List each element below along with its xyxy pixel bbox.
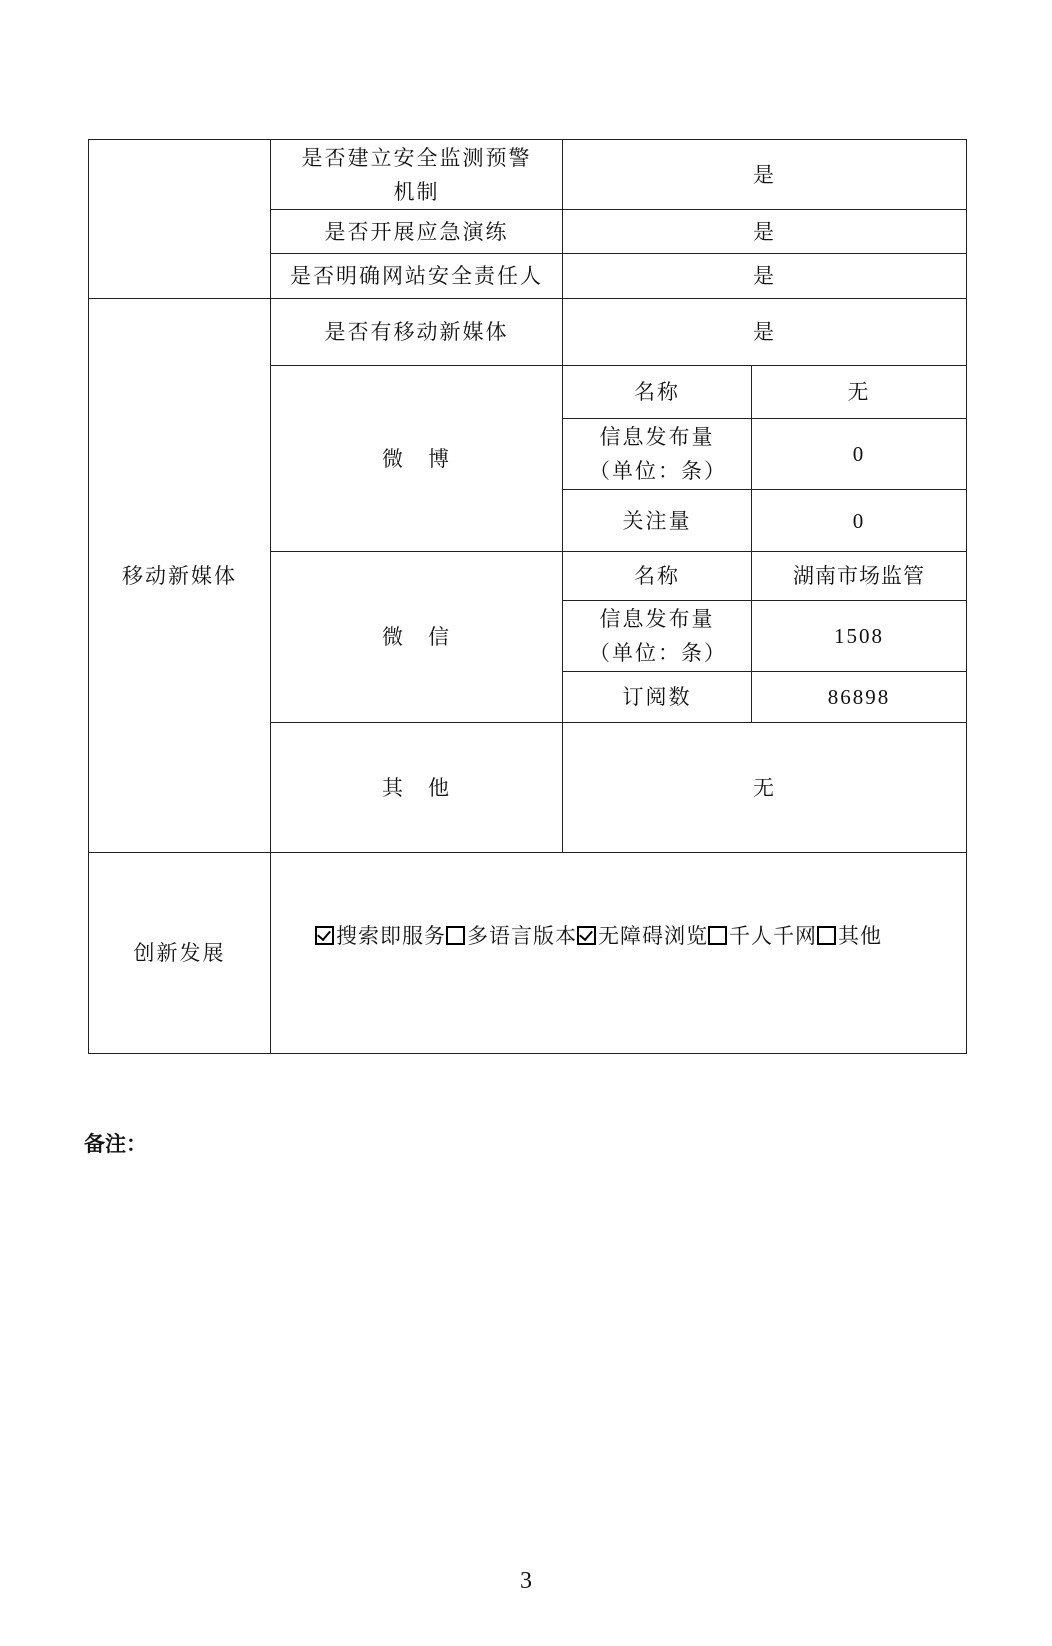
has-mobile-media-value: 是 — [563, 299, 967, 366]
responsible-label: 是否明确网站安全责任人 — [271, 254, 563, 299]
wechat-label: 微 信 — [271, 552, 563, 723]
weibo-label: 微 博 — [271, 366, 563, 552]
weibo-followers-value: 0 — [752, 490, 967, 552]
other-media-value: 无 — [563, 723, 967, 853]
wechat-name-label: 名称 — [563, 552, 752, 601]
weibo-name-label: 名称 — [563, 366, 752, 419]
option-accessibility: 无障碍浏览 — [577, 919, 708, 953]
option-personalized: 千人千网 — [708, 919, 817, 953]
page-number: 3 — [520, 1568, 532, 1594]
has-mobile-media-label: 是否有移动新媒体 — [271, 299, 563, 366]
monitoring-label: 是否建立安全监测预警机制 — [271, 140, 563, 210]
security-section-cell — [89, 140, 271, 299]
option-other: 其他 — [817, 919, 882, 953]
empty-checkbox-icon — [817, 926, 836, 945]
wechat-subscribers-label: 订阅数 — [563, 672, 752, 723]
weibo-name-value: 无 — [752, 366, 967, 419]
remarks-label: 备注： — [84, 1132, 147, 1156]
innovation-options — [315, 919, 960, 956]
innovation-options-cell — [271, 853, 967, 1054]
wechat-posts-value: 1508 — [752, 601, 967, 672]
other-media-label: 其 他 — [271, 723, 563, 853]
checked-checkbox-icon — [577, 926, 596, 945]
monitoring-value: 是 — [563, 140, 967, 210]
mobile-media-section-label: 移动新媒体 — [89, 299, 271, 853]
option-search-service: 搜索即服务 — [315, 919, 446, 953]
checked-checkbox-icon — [315, 926, 334, 945]
weibo-posts-value: 0 — [752, 419, 967, 490]
responsible-value: 是 — [563, 254, 967, 299]
table-row — [89, 299, 967, 366]
report-table — [88, 139, 967, 1054]
drill-label: 是否开展应急演练 — [271, 210, 563, 254]
empty-checkbox-icon — [446, 926, 465, 945]
wechat-posts-label: 信息发布量（单位：条） — [563, 601, 752, 672]
empty-checkbox-icon — [708, 926, 727, 945]
innovation-section-label: 创新发展 — [89, 853, 271, 1054]
drill-value: 是 — [563, 210, 967, 254]
wechat-name-value: 湖南市场监管 — [752, 552, 967, 601]
weibo-posts-label: 信息发布量（单位：条） — [563, 419, 752, 490]
weibo-followers-label: 关注量 — [563, 490, 752, 552]
table-row — [89, 140, 967, 210]
wechat-subscribers-value: 86898 — [752, 672, 967, 723]
table-row — [89, 853, 967, 1054]
option-multilingual: 多语言版本 — [446, 919, 577, 953]
